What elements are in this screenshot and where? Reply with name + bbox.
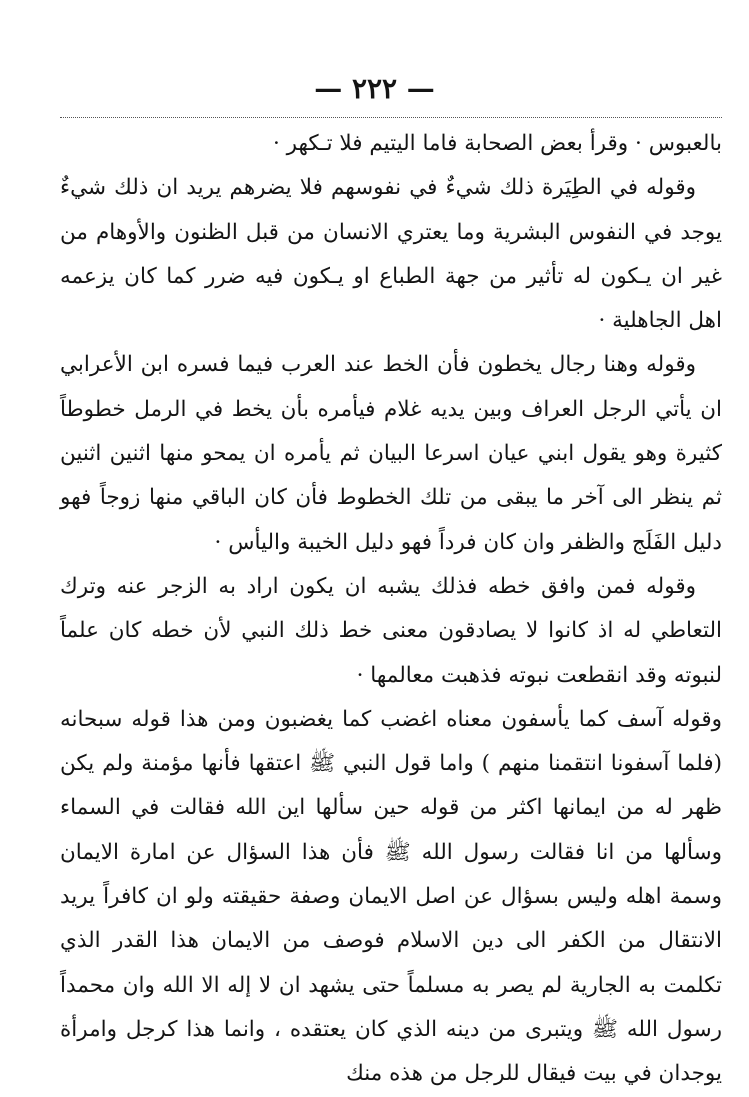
body-text xyxy=(60,122,722,1097)
paragraph: بالعبوس · وقرأ بعض الصحابة فاما اليتيم فلا تـكهر · xyxy=(272,131,722,156)
header-divider xyxy=(60,117,722,118)
paragraph: وقوله آسف كما يأسفون معناه اغضب كما يغضبون ومن هذا قوله سبحانه (فلما آسفونا انتقمنا منهم ) واما قول النبي ﷺ اعتقها فأنها مؤمنة ولم يكن ظهر له من ايمانها اكثر من قوله حين سألها اين الله فقالت في السماء وسألها من انا فقالت رسول الله ﷺ فأن هذا السؤال عن امارة الايمان وسمة اهله وليس بسؤال عن اصل الايمان وصفة حقيقته ولو ان كافراً يريد الانتقال من الكفر الى دين الاسلام فوصف من الايمان هذا القدر الذي تكلمت به الجارية لم يصر به مسلماً حتى يشهد ان لا إله الا الله وان محمداً رسول الله ﷺ ويتبرى من دينه الذي كان يعتقده ، وانما هذا كرجل وامرأة يوجدان في بيت فيقال للرجل من هذه منك xyxy=(60,706,722,1087)
page-number: — ٢٢٢ — xyxy=(314,72,435,105)
paragraph: وقوله في الطِيَرة ذلك شيءٌ في نفوسهم فلا يضرهم يريد ان ذلك شيءٌ يوجد في النفوس البشرية وما يعتري الانسان من قبل الظنون والأوهام من غير ان يـكون له تأثير من جهة الطباع او يـكون فيه ضرر كما كان يزعمه اهل الجاهلية · xyxy=(60,175,722,334)
paragraph: وقوله فمن وافق خطه فذلك يشبه ان يكون اراد به الزجر عنه وترك التعاطي له اذ كانوا لا يصادقون معنى خط ذلك النبي لأن خطه كان علماً لنبوته وقد انقطعت نبوته فذهبت معالمها · xyxy=(60,573,722,688)
paragraph: وقوله وهنا رجال يخطون فأن الخط عند العرب فيما فسره ابن الأعرابي ان يأتي الرجل العراف وبين يديه غلام فيأمره بأن يخط في الرمل خطوطاً كثيرة وهو يقول ابني عيان اسرعا البيان ثم يأمره ان يمحو منها اثنين اثنين ثم ينظر الى آخر ما يبقى من تلك الخطوط فأن كان الباقي منها زوجاً فهو دليل الفَلَج والظفر وان كان فرداً فهو دليل الخيبة واليأس · xyxy=(60,352,722,555)
